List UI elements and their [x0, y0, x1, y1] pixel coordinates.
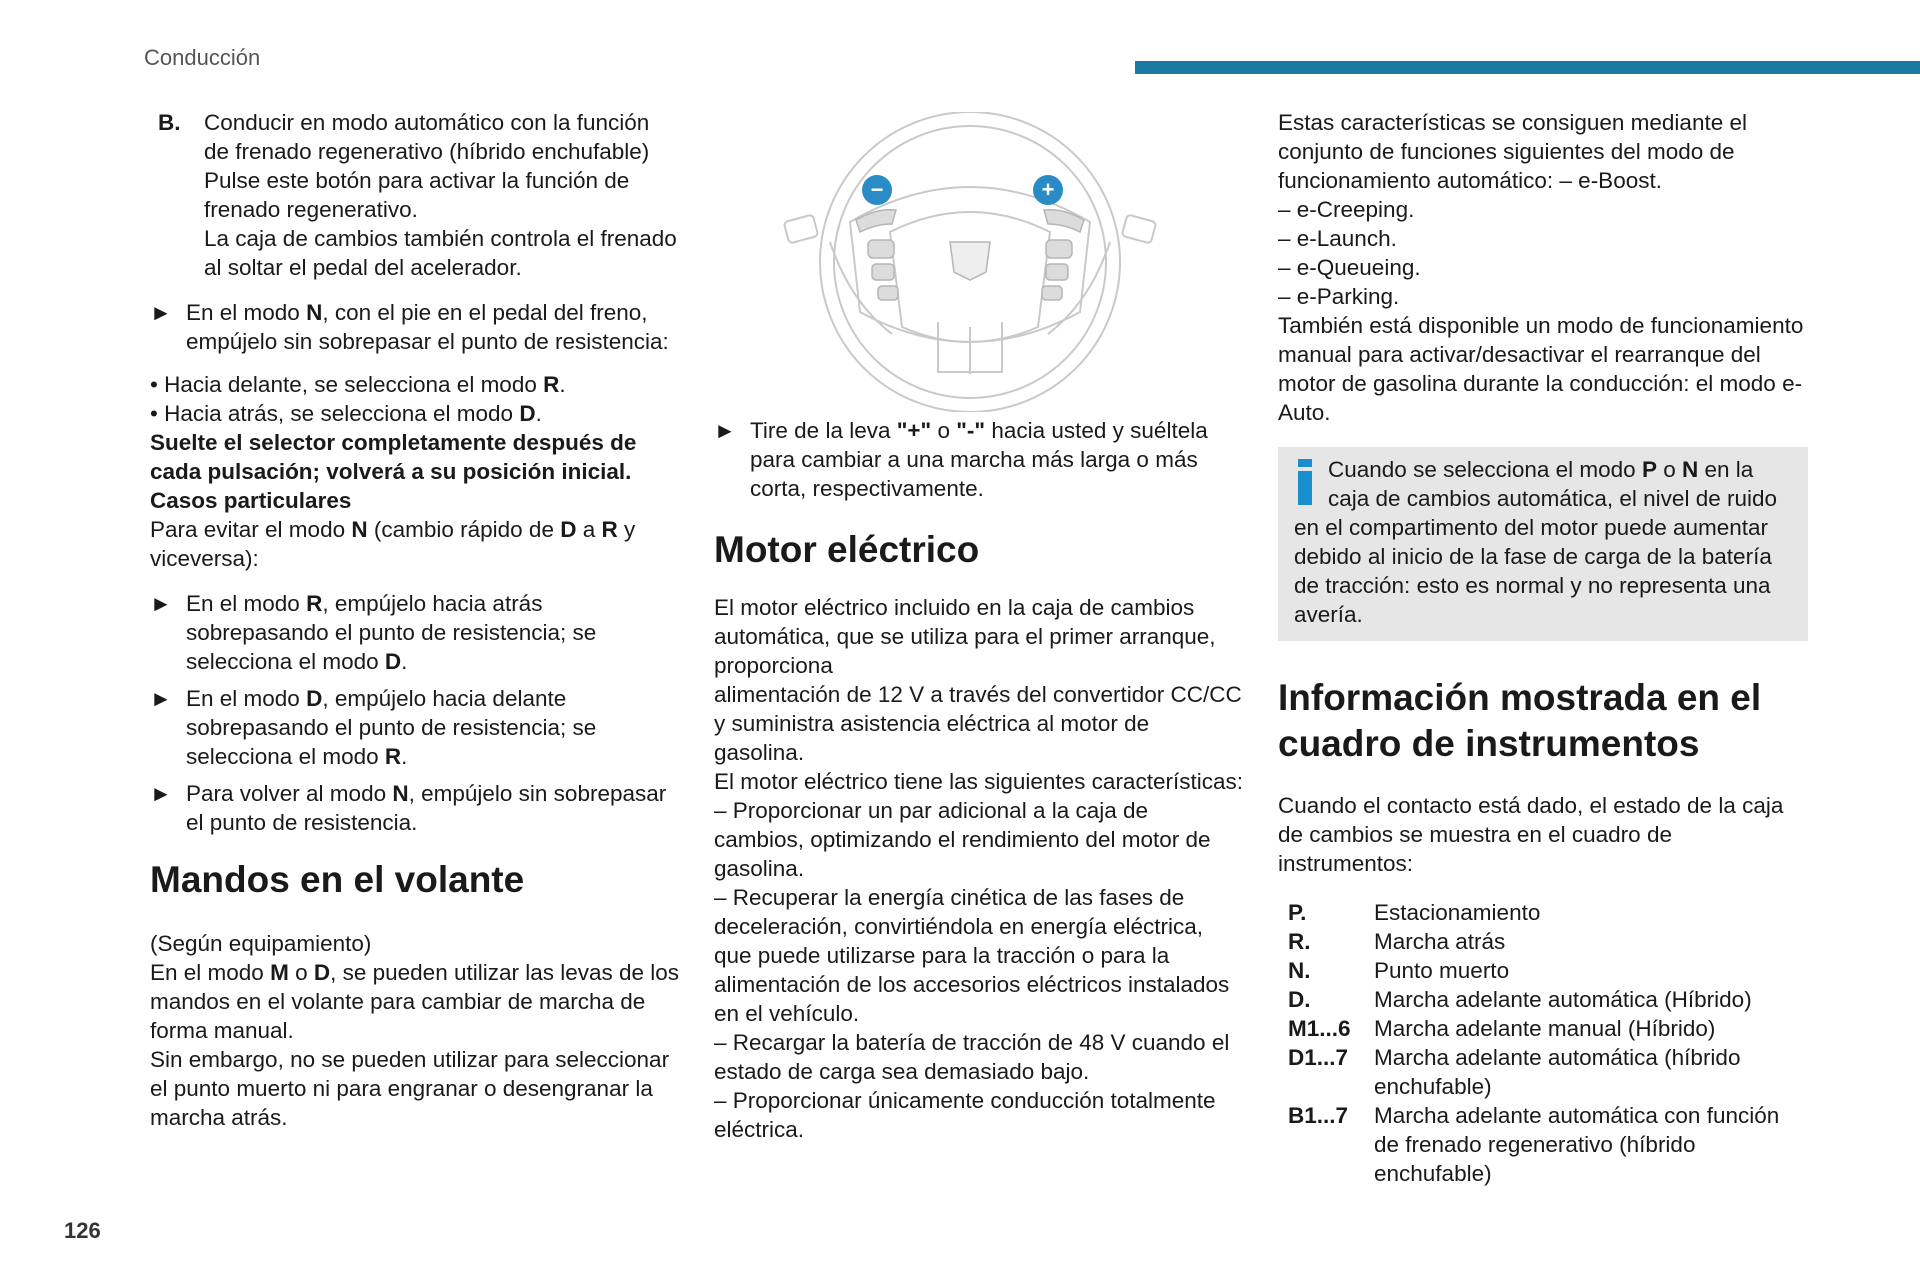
arrow-icon: ► — [150, 591, 172, 616]
gear-row — [1288, 1014, 1808, 1043]
gear-row — [1288, 956, 1808, 985]
bullet-forward: • Hacia delante, se selecciona el modo R. — [150, 372, 566, 397]
info-icon — [1294, 459, 1316, 505]
direction-bullets — [150, 370, 680, 486]
gear-code: B1...7 — [1288, 1103, 1349, 1128]
gear-code: P. — [1288, 900, 1307, 925]
right-mirror-shape — [1122, 214, 1157, 243]
column-middle — [714, 416, 1244, 1144]
left-control-button — [878, 286, 898, 300]
plus-paddle-marker — [1033, 175, 1063, 205]
right-paddle-shape — [1044, 210, 1084, 232]
gear-list — [1288, 898, 1808, 1188]
info-icon-dot — [1298, 459, 1312, 467]
steering-wheel-illustration — [780, 112, 1160, 412]
left-control-button — [868, 240, 894, 258]
gear-code: M1...6 — [1288, 1016, 1351, 1041]
gear-row — [1288, 927, 1808, 956]
column-left — [150, 108, 680, 1132]
step-lever — [714, 416, 1244, 503]
left-mirror-shape — [784, 214, 819, 243]
step-mode-d — [150, 684, 680, 771]
gear-row — [1288, 898, 1808, 927]
left-paddle-shape — [856, 210, 896, 232]
motor-item: – Recargar la batería de tracción de 48 V cuando el estado de carga sea demasiado bajo. — [714, 1030, 1230, 1084]
item-b-body — [204, 108, 680, 282]
step-text: En el modo D, empújelo hacia delante sobrepasando el punto de resistencia; se selecciona el modo R. — [186, 686, 597, 769]
feature-item: – e-Launch. — [1278, 226, 1397, 251]
step-text: En el modo R, empújelo hacia atrás sobrepasando el punto de resistencia; se selecciona el modo D. — [186, 591, 597, 674]
motor-item: – Proporcionar un par adicional a la caja de cambios, optimizando el rendimiento del motor de gasolina. — [714, 798, 1211, 881]
gear-desc: Marcha adelante manual (Híbrido) — [1374, 1016, 1716, 1041]
brand-emblem-icon — [950, 242, 990, 280]
arrow-icon: ► — [150, 300, 172, 325]
casos-intro: Para evitar el modo N (cambio rápido de D a R y viceversa): — [150, 517, 636, 571]
manual-mode-text: También está disponible un modo de funcionamiento manual para activar/desactivar el rearranque del motor de gasolina durante la conducción: el modo e-Auto. — [1278, 313, 1804, 425]
gear-desc: Marcha atrás — [1374, 929, 1506, 954]
motor-item: – Recuperar la energía cinética de las fases de deceleración, convirtiéndola en energía eléctrica, que puede utilizarse para la tracción o para la alimentación de los accesorios eléctricos instalados en el vehículo. — [714, 885, 1230, 1026]
gear-desc: Marcha adelante automática con función de frenado regenerativo (híbrido enchufable) — [1374, 1103, 1780, 1186]
step-mode-n — [150, 298, 680, 356]
item-b-line3: La caja de cambios también controla el frenado al soltar el pedal del acelerador. — [204, 226, 677, 280]
release-note: Suelte el selector completamente después de cada pulsación; volverá a su posición inicial. — [150, 430, 637, 484]
header-accent-bar — [1135, 61, 1920, 74]
step-return-n — [150, 779, 680, 837]
bullet-backward: • Hacia atrás, se selecciona el modo D. — [150, 401, 542, 426]
gear-row — [1288, 1043, 1808, 1101]
gear-row — [1288, 985, 1808, 1014]
feature-item: – e-Parking. — [1278, 284, 1400, 309]
mandos-line3: Sin embargo, no se pueden utilizar para seleccionar el punto muerto ni para engranar o desengranar la marcha atrás. — [150, 1047, 670, 1130]
gear-desc: Marcha adelante automática (híbrido enchufable) — [1374, 1045, 1741, 1099]
gear-code: R. — [1288, 929, 1311, 954]
left-control-button — [872, 264, 894, 280]
column-right — [1278, 108, 1808, 1188]
arrow-icon: ► — [150, 781, 172, 806]
minus-paddle-marker — [862, 175, 892, 205]
gear-code: N. — [1288, 958, 1311, 983]
info-text: Cuando se selecciona el modo P o N en la caja de cambios automática, el nivel de ruido en el compartimento del motor puede aumentar debido al inicio de la fase de carga de la batería de tracción: esto es normal y no representa una avería. — [1294, 457, 1778, 627]
item-b-letter: B. — [158, 110, 181, 135]
header-section-title: Conducción — [144, 45, 261, 70]
gear-desc: Punto muerto — [1374, 958, 1510, 983]
arrow-icon: ► — [714, 418, 736, 443]
right-control-button — [1042, 286, 1062, 300]
feature-item: – e-Creeping. — [1278, 197, 1415, 222]
gear-row — [1288, 1101, 1808, 1188]
cluster-intro: Cuando el contacto está dado, el estado de la caja de cambios se muestra en el cuadro de instrumentos: — [1278, 793, 1784, 876]
features-intro: Estas características se consiguen mediante el conjunto de funciones siguientes del modo de funcionamiento automático: – e-Boost. — [1278, 110, 1747, 193]
info-box — [1278, 447, 1808, 641]
arrow-icon: ► — [150, 686, 172, 711]
mandos-line2: En el modo M o D, se pueden utilizar las levas de los mandos en el volante para cambiar de marcha de forma manual. — [150, 960, 680, 1043]
step-text: Tire de la leva "+" o "-" hacia usted y suéltela para cambiar a una marcha más larga o más corta, respectivamente. — [750, 418, 1208, 501]
item-b — [158, 108, 680, 282]
motor-p3: El motor eléctrico tiene las siguientes características: — [714, 769, 1243, 794]
gear-code: D. — [1288, 987, 1311, 1012]
motor-item: – Proporcionar únicamente conducción totalmente eléctrica. — [714, 1088, 1216, 1142]
item-b-line2: Pulse este botón para activar la función de frenado regenerativo. — [204, 168, 630, 222]
mandos-equipment: (Según equipamiento) — [150, 931, 372, 956]
page-number: 126 — [64, 1218, 101, 1243]
gear-desc: Marcha adelante automática (Híbrido) — [1374, 987, 1752, 1012]
casos-heading: Casos particulares — [150, 488, 352, 513]
right-control-button — [1046, 264, 1068, 280]
step-text: Para volver al modo N, empújelo sin sobrepasar el punto de resistencia. — [186, 781, 667, 835]
right-control-button — [1046, 240, 1072, 258]
plus-paddle-label: + — [1041, 177, 1055, 202]
gear-code: D1...7 — [1288, 1045, 1349, 1070]
info-icon-stem — [1298, 471, 1312, 505]
step-mode-r — [150, 589, 680, 676]
feature-item: – e-Queueing. — [1278, 255, 1421, 280]
gear-desc: Estacionamiento — [1374, 900, 1541, 925]
section-heading-motor: Motor eléctrico — [714, 529, 980, 570]
section-heading-mandos: Mandos en el volante — [150, 859, 525, 900]
motor-p2: alimentación de 12 V a través del convertidor CC/CC y suministra asistencia eléctrica al motor de gasolina. — [714, 682, 1242, 765]
motor-p1: El motor eléctrico incluido en la caja de cambios automática, que se utiliza para el primer arranque, proporciona — [714, 595, 1216, 678]
minus-paddle-label: − — [870, 177, 884, 202]
step-text: En el modo N, con el pie en el pedal del freno, empújelo sin sobrepasar el punto de resistencia: — [186, 300, 669, 354]
item-b-title: Conducir en modo automático con la función de frenado regenerativo (híbrido enchufable) — [204, 110, 650, 164]
section-heading-cluster: Información mostrada en el cuadro de instrumentos — [1278, 677, 1762, 764]
